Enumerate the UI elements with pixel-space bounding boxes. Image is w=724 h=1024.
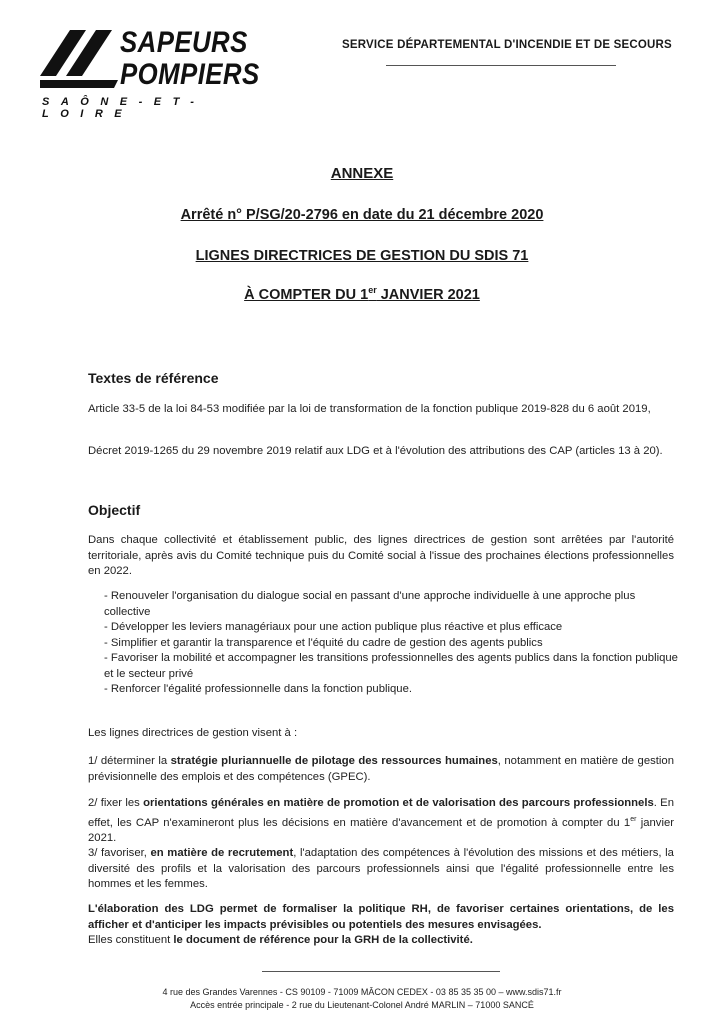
list-item: - Renforcer l'égalité professionnelle dans la fonction publique. [104,683,412,695]
title-arrete: Arrêté n° P/SG/20-2796 en date du 21 décembre 2020 [180,207,544,223]
paragraph-elaboration: L'élaboration des LDG permet de formaliser la politique RH, de favoriser certaines orientations, de les afficher et d'anticiper les impacts prévisibles ou potentiels des mesures envisagées. [88,903,674,931]
logo-stripes-icon [40,30,122,94]
logo-text-sapeurs: SAPEURS [120,26,248,59]
title-date-effet: À COMPTER DU 1er JANVIER 2021 [244,285,480,303]
logo-text-pompiers: POMPIERS [120,58,260,91]
paragraph-decret: Décret 2019-1265 du 29 novembre 2019 relatif aux LDG et à l'évolution des attributions des CAP (articles 13 à 20). [88,445,663,457]
footer-access: Accès entrée principale - 2 rue du Lieutenant-Colonel André MARLIN – 71000 SANCÉ [190,1000,534,1010]
paragraph-article: Article 33-5 de la loi 84-53 modifiée par la loi de transformation de la fonction publique 2019-828 du 6 août 2019, [88,403,651,415]
paragraph-point-3: 3/ favoriser, en matière de recrutement, l'adaptation des compétences à l'évolution des missions et des métiers, la diversité des profils et la valorisation des parcours professionnels ainsi que l'égalité professionnelle entre les hommes et les femmes. [88,847,674,890]
title-lignes-directrices: LIGNES DIRECTRICES DE GESTION DU SDIS 71 [195,248,529,264]
list-item: - Développer les leviers managériaux pour une action publique plus réactive et plus efficace [104,621,563,633]
list-item: - Favoriser la mobilité et accompagner les transitions professionnelles des agents publics dans la fonction publique et le secteur privé [104,652,678,680]
paragraph-point-1: 1/ déterminer la stratégie pluriannuelle de pilotage des ressources humaines, notamment en matière de gestion prévisionnelle des emplois et des compétences (GPEC). [88,755,674,783]
objectives-list [104,589,678,698]
service-header: SERVICE DÉPARTEMENTAL D'INCENDIE ET DE SECOURS [342,39,672,51]
section-heading-objectif: Objectif [88,502,141,518]
footer-divider [262,971,500,972]
header-divider [386,65,616,66]
logo-text-saone-et-loire: SAÔNE-ET-LOIRE [42,96,206,120]
title-annexe: ANNEXE [330,165,394,182]
list-item: - Simplifier et garantir la transparence et l'équité du cadre de gestion des agents publics [104,636,543,649]
sdis-logo [40,26,260,120]
paragraph-point-2: 2/ fixer les orientations générales en matière de promotion et de valorisation des parcours professionnels. En effet, les CAP n'examineront plus les décisions en matière d'avancement et de promotion à compter du 1er janvier 2021. [88,797,675,844]
paragraph-visent: Les lignes directrices de gestion visent à : [88,727,298,739]
paragraph-document-reference: Elles constituent le document de référence pour la GRH de la collectivité. [88,934,473,946]
list-item: - Renouveler l'organisation du dialogue social en passant d'une approche individuelle à une approche plus collective [104,590,636,618]
paragraph-intro: Dans chaque collectivité et établissement public, des lignes directrices de gestion sont arrêtées par l'autorité territoriale, après avis du Comité technique puis du Comité social à l'issue des prochaines élections professionnelles en 2022. [88,534,674,577]
section-heading-textes: Textes de référence [88,370,219,386]
footer-address: 4 rue des Grandes Varennes - CS 90109 - 71009 MÂCON CEDEX - 03 85 35 35 00 – www.sdis71.fr [162,987,562,997]
